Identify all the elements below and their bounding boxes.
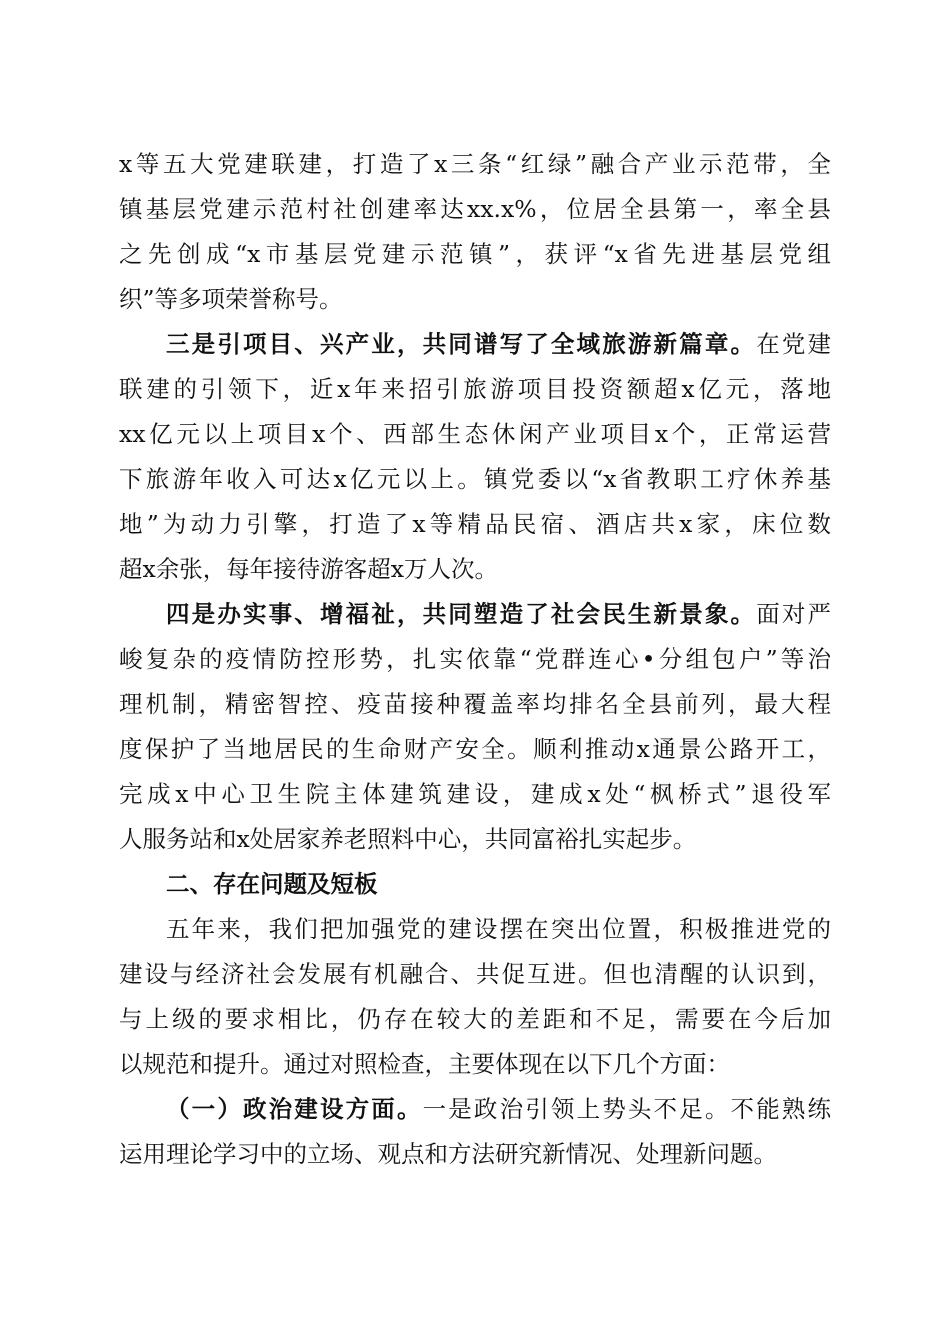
text-line: 镇基层党建示范村社创建率达xx.x%，位居全县第一，率全县 [119,195,831,223]
text-line: 五年来，我们把加强党的建设摆在突出位置，积极推进党的 [166,915,831,943]
text-line: 人服务站和x处居家养老照料中心，共同富裕扎实起步。 [119,825,697,853]
text-line [119,322,831,367]
document-body [119,142,831,1177]
text-line [119,592,831,637]
text-line: xx亿元以上项目x个、西部生态休闲产业项目x个，正常运营 [119,420,831,448]
text-line: 峻复杂的疫情防控形势，扎实依靠“党群连心•分组包户”等治 [119,645,831,673]
paragraph-lead-rest: 面对严 [756,600,832,628]
text-line: 下旅游年收入可达x亿元以上。镇党委以“x省教职工疗休养基 [119,465,831,493]
text-line: 超x余张，每年接待游客超x万人次。 [119,555,499,583]
paragraph-lead: 三是引项目、兴产业，共同谱写了全域旅游新篇章。 [166,330,757,358]
text-line: 之先创成“x市基层党建示范镇”，获评“x省先进基层党组 [119,240,831,268]
text-line: 度保护了当地居民的生命财产安全。顺利推动x通景公路开工， [119,735,831,763]
section-heading-text: 二、存在问题及短板 [166,870,378,898]
text-line [119,1087,831,1132]
paragraph-political [119,1087,831,1177]
text-line: 运用理论学习中的立场、观点和方法研究新情况、处理新问题。 [119,1140,777,1168]
text-line: 完成x中心卫生院主体建筑建设，建成x处“枫桥式”退役军 [119,780,831,808]
paragraph-lead: （一）政治建设方面。 [166,1095,423,1123]
text-line: 建设与经济社会发展有机融合、共促互进。但也清醒的认识到， [119,960,831,988]
text-line: 与上级的要求相比，仍存在较大的差距和不足，需要在今后加 [119,1005,831,1033]
section-heading [119,862,831,907]
paragraph-continuation [119,142,831,322]
paragraph-point-four [119,592,831,862]
text-line: 以规范和提升。通过对照检查，主要体现在以下几个方面： [119,1050,730,1078]
text-line: 地”为动力引擎，打造了x等精品民宿、酒店共x家，床位数 [119,510,831,538]
text-line: x等五大党建联建，打造了x三条“红绿”融合产业示范带，全 [119,150,831,178]
paragraph-point-three [119,322,831,592]
paragraph-lead-rest: 在党建 [756,330,832,358]
paragraph-five-years [119,907,831,1087]
paragraph-lead-rest: 一是政治引领上势头不足。不能熟练 [422,1095,832,1123]
paragraph-lead: 四是办实事、增福祉，共同塑造了社会民生新景象。 [166,600,757,628]
text-line: 理机制，精密智控、疫苗接种覆盖率均排名全县前列，最大程 [119,690,831,718]
text-line: 织”等多项荣誉称号。 [119,285,343,313]
text-line: 联建的引领下，近x年来招引旅游项目投资额超x亿元，落地 [119,375,831,403]
